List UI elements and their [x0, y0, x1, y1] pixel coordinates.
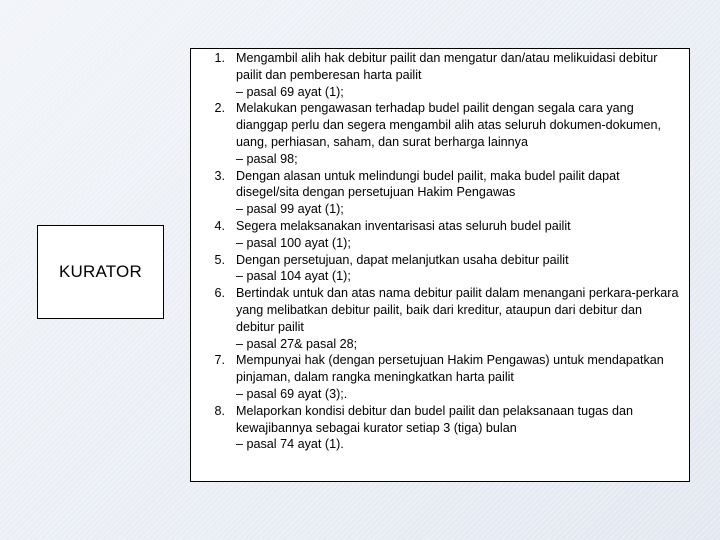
- duty-text: Melaporkan kondisi debitur dan budel pailit dan pelaksanaan tugas dan kewajibannya sebagai kurator setiap 3 (tiga) bulan: [236, 403, 633, 435]
- duty-number: 5.: [214, 252, 225, 267]
- duty-body: [225, 352, 680, 402]
- duty-item-6: [191, 285, 689, 352]
- duty-text: Dengan alasan untuk melindungi budel pailit, maka budel pailit dapat disegel/sita dengan persetujuan Hakim Pengawas: [236, 168, 620, 200]
- duty-text: Segera melaksanakan inventarisasi atas seluruh budel pailit: [236, 218, 571, 233]
- duty-text: Mempunyai hak (dengan persetujuan Hakim Pengawas) untuk mendapatkan pinjaman, dalam rangka meningkatkan harta pailit: [236, 353, 664, 385]
- kurator-label: KURATOR: [59, 262, 142, 281]
- duty-text: Bertindak untuk dan atas nama debitur pailit dalam menangani perkara-perkara yang melibatkan debitur pailit, baik dari kreditur, ataupun dari debitur dan debitur pailit: [236, 286, 679, 334]
- duty-item-8: [191, 403, 689, 453]
- duty-body: [225, 100, 680, 167]
- kurator-label-box: [37, 225, 164, 319]
- duty-item-5: [191, 252, 689, 286]
- duty-item-3: [191, 168, 689, 218]
- duty-body: [225, 403, 680, 453]
- duty-item-7: [191, 352, 689, 402]
- duty-reference: – pasal 69 ayat (3);.: [236, 386, 348, 401]
- duty-number: 1.: [214, 51, 225, 65]
- duty-reference: – pasal 74 ayat (1).: [236, 437, 344, 452]
- duty-number: 7.: [214, 353, 225, 368]
- duty-item-2: [191, 100, 689, 167]
- duty-body: [225, 168, 680, 218]
- duty-number: 6.: [214, 286, 225, 301]
- duty-number: 8.: [214, 403, 225, 418]
- duty-text: Dengan persetujuan, dapat melanjutkan usaha debitur pailit: [236, 252, 569, 267]
- duty-reference: – pasal 100 ayat (1);: [236, 235, 351, 250]
- duty-item-1: [191, 50, 689, 100]
- duty-number: 2.: [214, 101, 225, 116]
- duty-reference: – pasal 98;: [236, 151, 298, 166]
- duty-reference: – pasal 104 ayat (1);: [236, 269, 351, 284]
- duties-box: [190, 48, 690, 482]
- duty-item-4: [191, 218, 689, 252]
- duty-text: Mengambil alih hak debitur pailit dan mengatur dan/atau melikuidasi debitur pailit dan pemberesan harta pailit: [236, 51, 658, 82]
- duty-body: [225, 50, 680, 100]
- duty-body: [225, 218, 680, 252]
- duty-reference: – pasal 99 ayat (1);: [236, 202, 344, 217]
- duty-number: 3.: [214, 168, 225, 183]
- duty-reference: – pasal 69 ayat (1);: [236, 84, 344, 99]
- duty-text: Melakukan pengawasan terhadap budel pailit dengan segala cara yang dianggap perlu dan segera mengambil alih atas seluruh dokumen-dokumen, uang, perhiasan, saham, dan surat berharga lainnya: [236, 101, 661, 149]
- duties-list: [191, 50, 689, 453]
- duty-body: [225, 252, 680, 286]
- duty-body: [225, 285, 680, 352]
- duty-number: 4.: [214, 218, 225, 233]
- duty-reference: – pasal 27& pasal 28;: [236, 336, 358, 351]
